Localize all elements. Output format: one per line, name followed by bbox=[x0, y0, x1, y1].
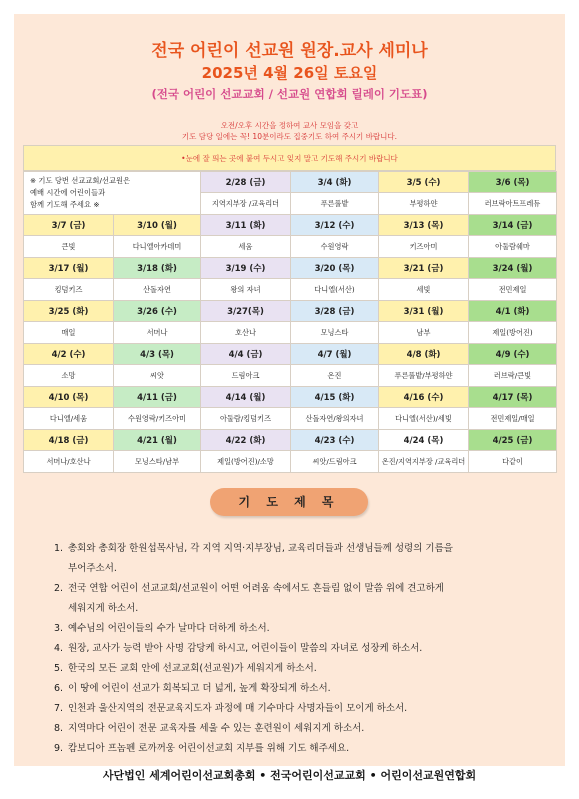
schedule-date: 3/13 (목) bbox=[379, 215, 469, 236]
schedule-date: 4/3 (목) bbox=[114, 344, 201, 365]
schedule-date: 4/15 (화) bbox=[291, 387, 379, 408]
schedule-date: 4/8 (화) bbox=[379, 344, 469, 365]
schedule-church: 푸른풀밭 bbox=[291, 193, 379, 215]
schedule-notice: •눈에 잘 띄는 곳에 붙여 두시고 잊지 말고 기도해 주시기 바랍니다 bbox=[23, 145, 556, 171]
schedule-date: 4/2 (수) bbox=[24, 344, 114, 365]
seminar-subtitle: (전국 어린이 선교교회 / 선교원 연합회 릴레이 기도표) bbox=[151, 87, 428, 101]
schedule-date: 3/25 (화) bbox=[24, 301, 114, 322]
prayer-item bbox=[54, 679, 554, 699]
prayer-item bbox=[54, 639, 554, 659]
schedule-church: 씨앗 bbox=[114, 365, 201, 387]
schedule-intro-line: ※ 기도 당번 선교교회/선교원은 bbox=[30, 176, 131, 185]
prayer-item-number: 3. bbox=[54, 623, 64, 634]
prayer-item-text: 캄보디아 프놈펜 로까꺼웅 어린이선교회 지부를 위해 기도 해주세요. bbox=[68, 743, 350, 754]
prayer-item-number: 2. bbox=[54, 583, 64, 594]
schedule-date: 3/5 (수) bbox=[379, 172, 469, 193]
schedule-date: 3/28 (금) bbox=[291, 301, 379, 322]
schedule-date: 4/10 (목) bbox=[24, 387, 114, 408]
schedule-church: 수원영락 bbox=[291, 236, 379, 258]
prayer-item bbox=[54, 579, 554, 619]
schedule-church: 다니엘아카데미 bbox=[114, 236, 201, 258]
schedule-church: 아둘람/킹덤키즈 bbox=[201, 408, 291, 430]
schedule-date: 3/31 (월) bbox=[379, 301, 469, 322]
prayer-item bbox=[54, 739, 554, 759]
schedule-date: 4/7 (월) bbox=[291, 344, 379, 365]
schedule-date: 3/26 (수) bbox=[114, 301, 201, 322]
schedule-date: 4/9 (수) bbox=[469, 344, 557, 365]
schedule-date: 4/11 (금) bbox=[114, 387, 201, 408]
schedule-date: 3/21 (금) bbox=[379, 258, 469, 279]
schedule-date: 4/23 (수) bbox=[291, 430, 379, 451]
prayer-item bbox=[54, 539, 554, 579]
schedule-date: 4/25 (금) bbox=[469, 430, 557, 451]
schedule-church: 드림아크 bbox=[201, 365, 291, 387]
prayer-topics-heading: 기 도 제 목 bbox=[210, 488, 368, 516]
schedule-church: 온진/지역지부장 /교육리더 bbox=[379, 451, 469, 473]
prayer-item-text: 원장, 교사가 능력 받아 사명 감당케 하시고, 어린이들이 말씀의 자녀로 성장케 하소서. bbox=[68, 643, 423, 654]
schedule-date: 3/27(목) bbox=[201, 301, 291, 322]
schedule-date: 3/10 (월) bbox=[114, 215, 201, 236]
prayer-item bbox=[54, 659, 554, 679]
schedule-date: 3/4 (화) bbox=[291, 172, 379, 193]
schedule-church: 지역지부장 /교육리더 bbox=[201, 193, 291, 215]
schedule-church: 다니엘/세움 bbox=[24, 408, 114, 430]
schedule-church: 다같이 bbox=[469, 451, 557, 473]
schedule-church: 제일(방어진) bbox=[469, 322, 557, 344]
prayer-item bbox=[54, 619, 554, 639]
schedule-date: 2/28 (금) bbox=[201, 172, 291, 193]
prayer-item-number: 5. bbox=[54, 663, 64, 674]
schedule-church: 세움 bbox=[201, 236, 291, 258]
schedule-church: 모닝스타 bbox=[291, 322, 379, 344]
prayer-topics-list bbox=[54, 539, 554, 759]
schedule-date: 4/17 (목) bbox=[469, 387, 557, 408]
schedule-church: 호산나 bbox=[201, 322, 291, 344]
seminar-title: 전국 어린이 선교원 원장.교사 세미나 bbox=[151, 41, 428, 61]
instruction-line-2: 기도 담당 일에는 꼭! 10분이라도 집중기도 하여 주시기 바랍니다. bbox=[181, 132, 398, 141]
schedule-church: 다니엘(서산) bbox=[291, 279, 379, 301]
schedule-church: 전민제일/매일 bbox=[469, 408, 557, 430]
schedule-date: 4/24 (목) bbox=[379, 430, 469, 451]
schedule-date: 4/21 (월) bbox=[114, 430, 201, 451]
schedule-date: 4/16 (수) bbox=[379, 387, 469, 408]
prayer-item-number: 6. bbox=[54, 683, 64, 694]
instruction-line-1: 오전/오후 시간을 정하여 교사 모임을 갖고 bbox=[220, 121, 359, 130]
prayer-item bbox=[54, 699, 554, 719]
page-sheet bbox=[14, 14, 565, 766]
schedule-intro-line: 예배 시간에 어린이들과 bbox=[30, 188, 106, 197]
schedule-church: 세빛 bbox=[379, 279, 469, 301]
schedule-church: 산돌자연/왕의자녀 bbox=[291, 408, 379, 430]
schedule-church: 서머나 bbox=[114, 322, 201, 344]
schedule-date: 3/19 (수) bbox=[201, 258, 291, 279]
schedule-church: 매일 bbox=[24, 322, 114, 344]
schedule-date: 3/7 (금) bbox=[24, 215, 114, 236]
schedule-date: 3/24 (월) bbox=[469, 258, 557, 279]
schedule-date: 3/12 (수) bbox=[291, 215, 379, 236]
schedule-church: 다니엘(서산)/세빛 bbox=[379, 408, 469, 430]
schedule-church: 왕의 자녀 bbox=[201, 279, 291, 301]
schedule-date: 3/18 (화) bbox=[114, 258, 201, 279]
schedule-church: 소망 bbox=[24, 365, 114, 387]
prayer-item-number: 4. bbox=[54, 643, 64, 654]
schedule-church: 제일(방어진)/소망 bbox=[201, 451, 291, 473]
prayer-item-text: 지역마다 어린이 전문 교육자를 세울 수 있는 훈련원이 세워지게 하소서. bbox=[68, 723, 365, 734]
schedule-church: 러브락/큰빛 bbox=[469, 365, 557, 387]
prayer-schedule bbox=[23, 145, 556, 473]
schedule-church: 러브락아트프레듀 bbox=[469, 193, 557, 215]
prayer-item-number: 7. bbox=[54, 703, 64, 714]
schedule-date: 4/22 (화) bbox=[201, 430, 291, 451]
schedule-church: 키즈아미 bbox=[379, 236, 469, 258]
prayer-item-text: 한국의 모든 교회 안에 선교교회(선교원)가 세워지게 하소서. bbox=[68, 663, 317, 674]
schedule-date: 3/20 (목) bbox=[291, 258, 379, 279]
schedule-church: 온진 bbox=[291, 365, 379, 387]
organization-footer: 사단법인 세계어린이선교회총회 • 전국어린이선교교회 • 어린이선교원연합회 bbox=[102, 769, 477, 782]
seminar-date: 2025년 4월 26일 토요일 bbox=[201, 64, 378, 82]
schedule-church: 킹덤키즈 bbox=[24, 279, 114, 301]
schedule-church: 씨앗/드림아크 bbox=[291, 451, 379, 473]
schedule-date: 4/1 (화) bbox=[469, 301, 557, 322]
prayer-item-continuation: 세워지게 하소서. bbox=[68, 603, 139, 614]
schedule-church: 남부 bbox=[379, 322, 469, 344]
schedule-date: 4/4 (금) bbox=[201, 344, 291, 365]
schedule-church: 부평하얀 bbox=[379, 193, 469, 215]
schedule-church: 모닝스타/남부 bbox=[114, 451, 201, 473]
schedule-table bbox=[23, 171, 557, 473]
schedule-date: 4/14 (월) bbox=[201, 387, 291, 408]
schedule-church: 큰빛 bbox=[24, 236, 114, 258]
schedule-church: 산돌자연 bbox=[114, 279, 201, 301]
prayer-item-text: 이 땅에 어린이 선교가 회복되고 더 넓게, 높게 확장되게 하소서. bbox=[68, 683, 331, 694]
schedule-date: 3/14 (금) bbox=[469, 215, 557, 236]
schedule-date: 4/18 (금) bbox=[24, 430, 114, 451]
schedule-church: 전민제일 bbox=[469, 279, 557, 301]
prayer-item-text: 예수님의 어린이들의 수가 날마다 더하게 하소서. bbox=[68, 623, 270, 634]
schedule-date: 3/17 (월) bbox=[24, 258, 114, 279]
schedule-church: 푸른풀밭/부평하얀 bbox=[379, 365, 469, 387]
schedule-intro-line: 함께 기도해 주세요 ※ bbox=[30, 200, 100, 209]
prayer-item-continuation: 부어주소서. bbox=[68, 563, 117, 574]
prayer-item-number: 1. bbox=[54, 543, 64, 554]
prayer-item-text: 총회와 총회장 한원섭목사님, 각 지역 지역·지부장님, 교육리더들과 선생님들께 성령의 기름을 bbox=[68, 543, 453, 554]
prayer-item bbox=[54, 719, 554, 739]
schedule-church: 서머나/호산나 bbox=[24, 451, 114, 473]
schedule-intro bbox=[24, 172, 201, 215]
schedule-church: 아둘람쉐마 bbox=[469, 236, 557, 258]
prayer-item-number: 8. bbox=[54, 723, 64, 734]
schedule-date: 3/11 (화) bbox=[201, 215, 291, 236]
prayer-item-text: 전국 연합 어린이 선교교회/선교원이 어떤 어려움 속에서도 흔들림 없이 말씀 위에 견고하게 bbox=[68, 583, 444, 594]
prayer-item-text: 인천과 울산지역의 전문교육지도자 과정에 매 기수마다 사명자들이 모이게 하소서. bbox=[68, 703, 408, 714]
schedule-date: 3/6 (목) bbox=[469, 172, 557, 193]
prayer-item-number: 9. bbox=[54, 743, 64, 754]
schedule-church: 수원영락/키즈아미 bbox=[114, 408, 201, 430]
